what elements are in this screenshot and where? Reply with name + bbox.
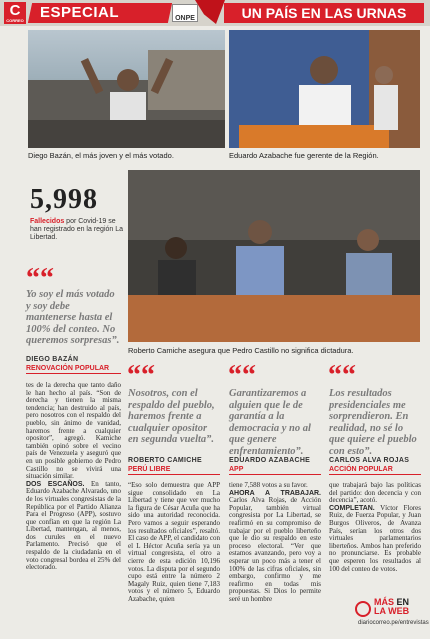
party-accion-popular: ACCIÓN POPULAR: [329, 466, 421, 475]
correo-logo: C CORREO: [4, 2, 26, 24]
quote-mark-icon: ““: [228, 360, 256, 391]
mas-en-la-web: MÁS EN LA WEB: [374, 597, 410, 616]
photo-diego-bazan: [28, 30, 225, 148]
speaker-photo-icon: [229, 30, 420, 148]
article-column-3: tiene 7,588 votos a su favor. AHORA A TRABAJAR. Carlos Alva Rojas, de Acción Popular, también virtual congresista por La Libertad, se reafirmó en su compromiso de trabajar por el pueblo liberteño que le dio su respaldo en este proceso electoral. “Ver que estamos avanzando, pero voy a esperar un poco más a tener el 100% de las cifras oficiales, sin embargo, confirmo y me reafirmo en todas mis propuestas. Si Dios lo permite seré un hombre: [229, 482, 321, 603]
caption-photo-2: Eduardo Azabache fue gerente de la Región.: [229, 151, 379, 160]
quote-carlos-alva: Los resultados presidenciales me sorprendieron. En realidad, no sé lo que quiere el pueblo con esto”.: [329, 388, 417, 457]
caption-photo-3: Roberto Camiche asegura que Pedro Castillo no significa dictadura.: [128, 346, 354, 355]
name-diego-bazan: DIEGO BAZÁN: [26, 356, 79, 363]
quote-diego-bazan: Yo soy el más votado y soy debe mantenerse hasta el 100% del conteo. No queremos sorpresas”.: [26, 289, 120, 346]
quote-mark-icon: ““: [127, 360, 155, 391]
article-column-1: tes de la derecha que tanto daño le han hecho al país. “Son de derecha y tienen la misma tendencia; han destruido al país, pero nosotros con el respaldo del pueblo, sin ánimo de vanidad, haremos frente a cualquier opositor”, agregó. Kamiche también opinó sobre el vecino país de Venezuela y aseguró que en un posible gobierno de Pedro Castillo no se vivirá una situación similar. DOS ESCAÑOS. En tanto, Eduardo Azabache Alvarado, uno de los virtuales congresistas de la República por el Partido Alianza Para el Progreso (APP), sostuvo que confían en que la región La Libertad, mantengan, al menos, dos curules en el nuevo Parlamento. Precisó que el respaldo de la ciudadanía en el voto congresal bordea el 25% del electorado.: [26, 382, 121, 572]
name-roberto-camiche: ROBERTO CAMICHE: [128, 457, 202, 464]
party-peru-libre: PERÚ LIBRE: [128, 466, 220, 475]
party-app: APP: [229, 466, 321, 475]
web-url-link[interactable]: diariocorreo.pe/entrevistas: [358, 620, 429, 626]
especial-banner: ESPECIAL: [28, 3, 172, 23]
quote-eduardo-azabache: Garantizaremos a alguien que le de garantía a la democracia y no al que genere enfrentamiento”.: [229, 388, 311, 457]
party-renovacion-popular: RENOVACIÓN POPULAR: [26, 365, 121, 374]
quote-mark-icon: ““: [328, 360, 356, 391]
article-column-4: que trabajará bajo las políticas del partido: don decencia y con decencia”, acotó. COMPLETAN. Víctor Flores Ruiz, de Fuerza Popular, y Juan Burgos Oliveros, de Avanza País, serían los otros dos virtuales parlamentarios liberteños. Ambos han preferido no pronunciarse. Es probable que esperen los resultados al 100 del conteo de votos.: [329, 482, 421, 573]
quote-mark-icon: ““: [26, 263, 54, 294]
photo-meeting: [128, 170, 420, 342]
meeting-photo-icon: [128, 170, 420, 342]
section-title: UN PAÍS EN LAS URNAS: [224, 3, 424, 23]
crowd-photo-icon: [28, 30, 225, 148]
deaths-count: 5,998: [30, 184, 98, 215]
name-carlos-alva: CARLOS ALVA ROJAS: [329, 457, 410, 464]
name-eduardo-azabache: EDUARDO AZABACHE: [229, 457, 311, 464]
caption-photo-1: Diego Bazán, el más joven y el más votado.: [28, 151, 174, 160]
deaths-label: Fallecidos por Covid-19 se han registrado en la región La Libertad.: [30, 218, 124, 241]
quote-roberto-camiche: Nosotros, con el respaldo del pueblo, haremos frente a cualquier opositor en segunda vuelta”.: [128, 388, 215, 445]
onpe-badge: ONPE: [172, 4, 198, 22]
article-column-2: “Eso solo demuestra que APP sigue consolidado en La Libertad y tiene que ver mucho la figura de César Acuña que ha sido una autoridad reconocida. Pero vamos a seguir esperando los resultados oficiales”, resaltó. El caso de APP, el candidato con el L Héctor Acuña sería ya un virtual congresista, el otro a cierre de esta edición 10,196 votos. La disputa por el segundo cupo está entre la número 2 Magaly Ruiz, quien tiene 7,183 votos y el número 5, Eduardo Azabache, quien: [128, 482, 220, 603]
correo-web-icon: [355, 601, 371, 617]
photo-eduardo-azabache: [229, 30, 420, 148]
